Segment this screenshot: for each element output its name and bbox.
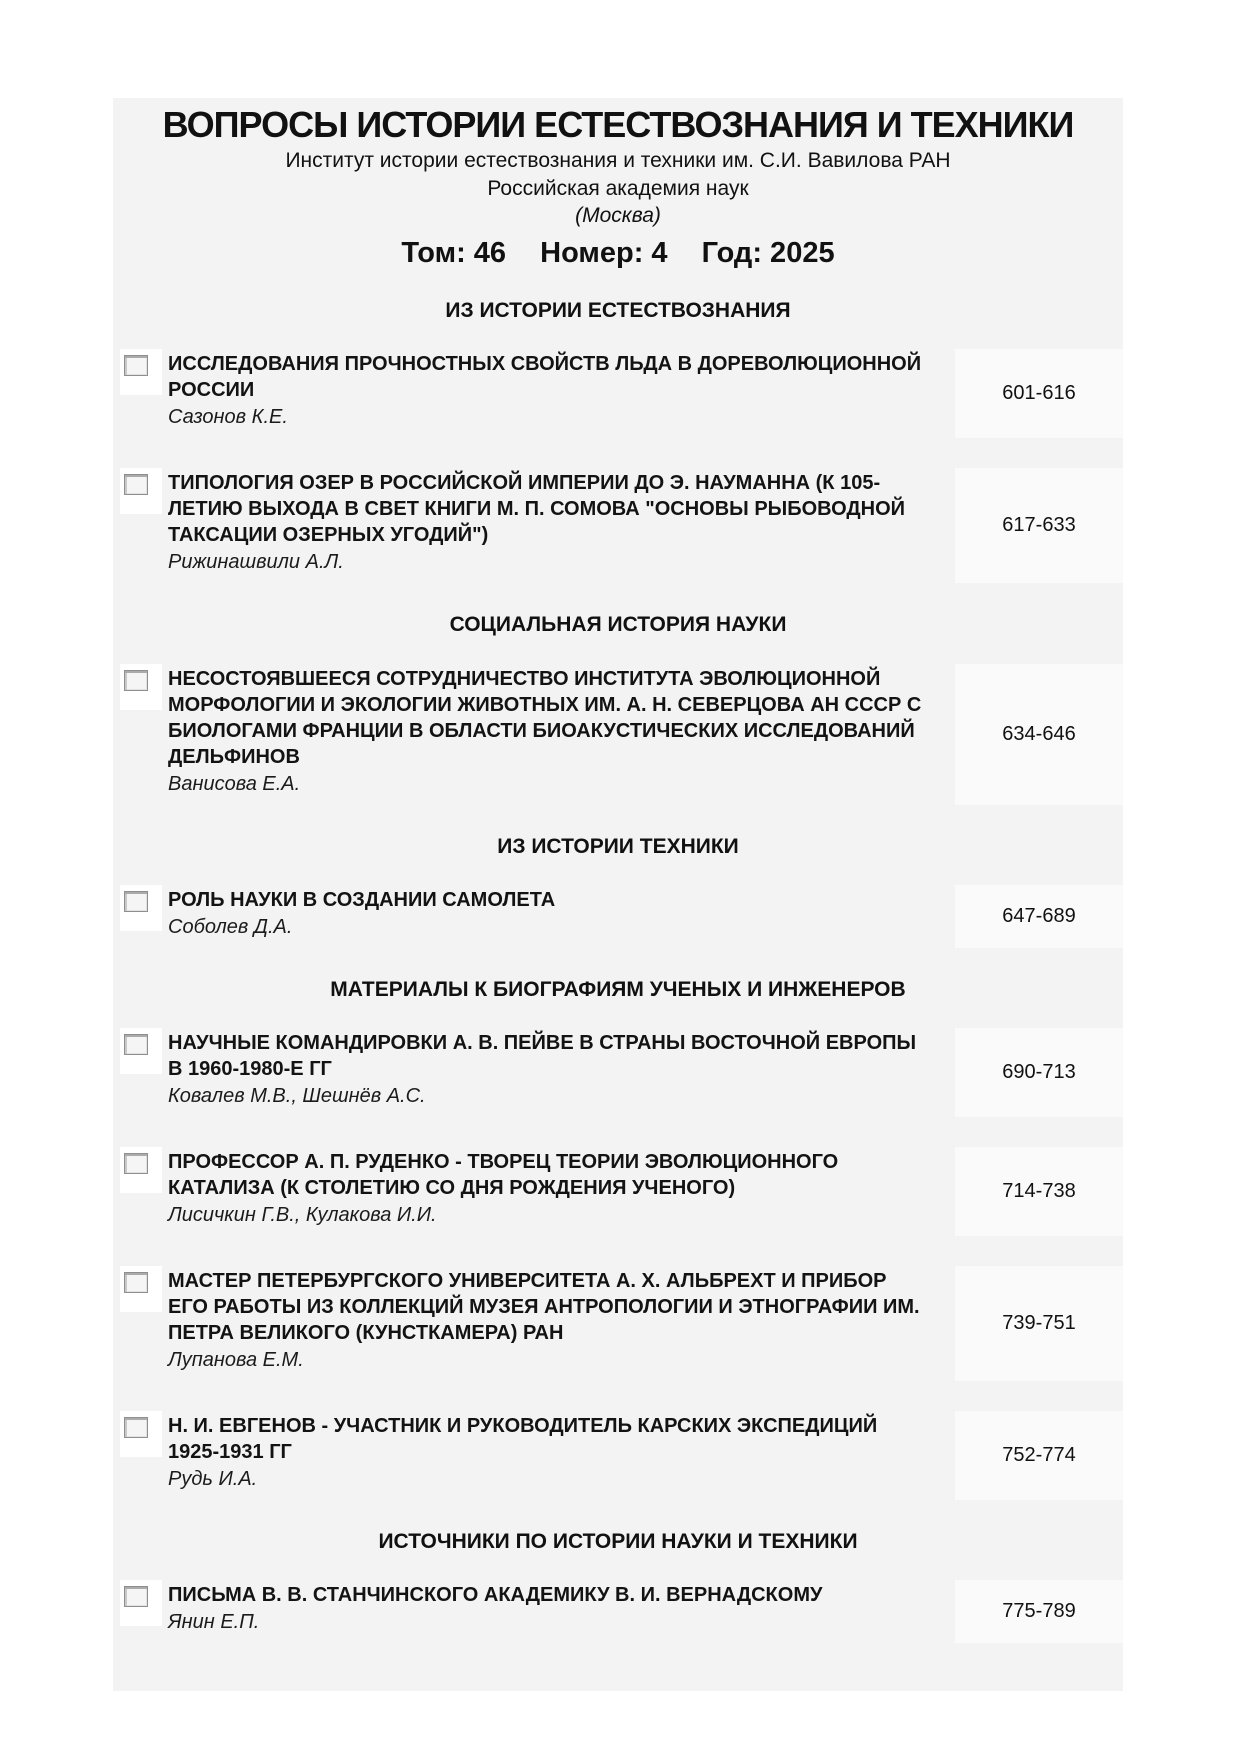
article-main (162, 1266, 955, 1381)
article-row (113, 1266, 1123, 1381)
section-heading: МАТЕРИАЛЫ К БИОГРАФИЯМ УЧЕНЫХ И ИНЖЕНЕРОВ (330, 977, 906, 1001)
article-authors: Рижинашвили А.Л. (168, 551, 344, 574)
article-pages: 739-751 (955, 1266, 1123, 1381)
journal-title: ВОПРОСЫ ИСТОРИИ ЕСТЕСТВОЗНАНИЯ И ТЕХНИКИ (162, 104, 1074, 145)
article-main (162, 1580, 955, 1643)
academy-line: Российская академия наук (487, 176, 749, 200)
article-pages: 617-633 (955, 468, 1123, 583)
article-title: ТИПОЛОГИЯ ОЗЕР В РОССИЙСКОЙ ИМПЕРИИ ДО Э. НАУМАННА (К 105-ЛЕТИЮ ВЫХОДА В СВЕТ КНИГИ М. П. СОМОВА "ОСНОВЫ РЫБОВОДНОЙ ТАКСАЦИИ ОЗЕРНЫХ УГОДИЙ") (168, 472, 906, 547)
article-title: НАУЧНЫЕ КОМАНДИРОВКИ А. В. ПЕЙВЕ В СТРАНЫ ВОСТОЧНОЙ ЕВРОПЫ В 1960-1980-Е ГГ (168, 1031, 917, 1080)
article-title: Н. И. ЕВГЕНОВ - УЧАСТНИК И РУКОВОДИТЕЛЬ КАРСКИХ ЭКСПЕДИЦИЙ 1925-1931 ГГ (168, 1414, 878, 1463)
article-select-checkbox[interactable] (120, 885, 162, 931)
article-row (113, 664, 1123, 805)
volume-text: Том: 46 (401, 237, 507, 270)
toc-list (113, 299, 1123, 1642)
issue-line (113, 237, 1123, 270)
journal-toc-panel (113, 98, 1123, 1691)
article-select-checkbox[interactable] (120, 1028, 162, 1074)
article-select-checkbox[interactable] (120, 468, 162, 514)
article-main (162, 1028, 955, 1117)
article-authors: Ванисова Е.А. (168, 772, 301, 795)
section-heading: ИСТОЧНИКИ ПО ИСТОРИИ НАУКИ И ТЕХНИКИ (378, 1529, 858, 1553)
article-row (113, 1028, 1123, 1117)
article-authors: Лисичкин Г.В., Кулакова И.И. (168, 1203, 437, 1226)
section-heading: ИЗ ИСТОРИИ ТЕХНИКИ (497, 834, 739, 858)
article-title: РОЛЬ НАУКИ В СОЗДАНИИ САМОЛЕТА (168, 888, 556, 911)
checkbox-image-placeholder-icon[interactable] (124, 1586, 148, 1607)
article-main (162, 468, 955, 583)
article-authors: Ковалев М.В., Шешнёв А.С. (168, 1084, 426, 1107)
city-line: (Москва) (575, 204, 661, 228)
section-heading: ИЗ ИСТОРИИ ЕСТЕСТВОЗНАНИЯ (445, 299, 791, 323)
article-authors: Рудь И.А. (168, 1467, 258, 1490)
article-title: МАСТЕР ПЕТЕРБУРГСКОГО УНИВЕРСИТЕТА А. Х. АЛЬБРЕХТ И ПРИБОР ЕГО РАБОТЫ ИЗ КОЛЛЕКЦИЙ МУЗЕЯ АНТРОПОЛОГИИ И ЭТНОГРАФИИ ИМ. ПЕТРА ВЕЛИКОГО (КУНСТКАМЕРА) РАН (168, 1269, 920, 1344)
article-row (113, 885, 1123, 948)
article-title: ПРОФЕССОР А. П. РУДЕНКО - ТВОРЕЦ ТЕОРИИ ЭВОЛЮЦИОННОГО КАТАЛИЗА (К СТОЛЕТИЮ СО ДНЯ РОЖДЕНИЯ УЧЕНОГО) (168, 1150, 839, 1199)
article-pages: 634-646 (955, 664, 1123, 805)
article-row (113, 349, 1123, 438)
article-main (162, 349, 955, 438)
institute-line: Институт истории естествознания и техники им. С.И. Вавилова РАН (285, 149, 951, 173)
article-pages: 647-689 (955, 885, 1123, 948)
article-pages: 690-713 (955, 1028, 1123, 1117)
article-title: ИССЛЕДОВАНИЯ ПРОЧНОСТНЫХ СВОЙСТВ ЛЬДА В ДОРЕВОЛЮЦИОННОЙ РОССИИ (168, 353, 922, 402)
article-pages: 601-616 (955, 349, 1123, 438)
checkbox-image-placeholder-icon[interactable] (124, 1034, 148, 1055)
article-select-checkbox[interactable] (120, 1266, 162, 1312)
article-row (113, 1411, 1123, 1500)
checkbox-image-placeholder-icon[interactable] (124, 1153, 148, 1174)
section-heading: СОЦИАЛЬНАЯ ИСТОРИЯ НАУКИ (449, 613, 787, 637)
article-title: ПИСЬМА В. В. СТАНЧИНСКОГО АКАДЕМИКУ В. И. ВЕРНАДСКОМУ (168, 1583, 823, 1606)
checkbox-image-placeholder-icon[interactable] (124, 355, 148, 376)
article-select-checkbox[interactable] (120, 1580, 162, 1626)
checkbox-image-placeholder-icon[interactable] (124, 670, 148, 691)
article-select-checkbox[interactable] (120, 349, 162, 395)
article-authors: Сазонов К.Е. (168, 406, 288, 429)
article-main (162, 1411, 955, 1500)
article-row (113, 468, 1123, 583)
checkbox-image-placeholder-icon[interactable] (124, 1272, 148, 1293)
checkbox-image-placeholder-icon[interactable] (124, 1417, 148, 1438)
article-main (162, 885, 955, 948)
number-text: Номер: 4 (540, 237, 668, 270)
article-authors: Лупанова Е.М. (168, 1348, 304, 1371)
article-authors: Янин Е.П. (168, 1610, 260, 1633)
article-main (162, 664, 955, 805)
article-row (113, 1580, 1123, 1643)
year-text: Год: 2025 (701, 237, 835, 270)
article-pages: 775-789 (955, 1580, 1123, 1643)
article-title: НЕСОСТОЯВШЕЕСЯ СОТРУДНИЧЕСТВО ИНСТИТУТА ЭВОЛЮЦИОННОЙ МОРФОЛОГИИ И ЭКОЛОГИИ ЖИВОТНЫХ ИМ. А. Н. СЕВЕРЦОВА АН СССР С БИОЛОГАМИ ФРАНЦИИ В ОБЛАСТИ БИОАКУСТИЧЕСКИХ ИССЛЕДОВАНИЙ ДЕЛЬФИНОВ (168, 667, 922, 768)
checkbox-image-placeholder-icon[interactable] (124, 891, 148, 912)
article-main (162, 1147, 955, 1236)
article-pages: 752-774 (955, 1411, 1123, 1500)
article-select-checkbox[interactable] (120, 1147, 162, 1193)
article-select-checkbox[interactable] (120, 1411, 162, 1457)
checkbox-image-placeholder-icon[interactable] (124, 474, 148, 495)
article-row (113, 1147, 1123, 1236)
article-pages: 714-738 (955, 1147, 1123, 1236)
article-select-checkbox[interactable] (120, 664, 162, 710)
article-authors: Соболев Д.А. (168, 915, 293, 938)
